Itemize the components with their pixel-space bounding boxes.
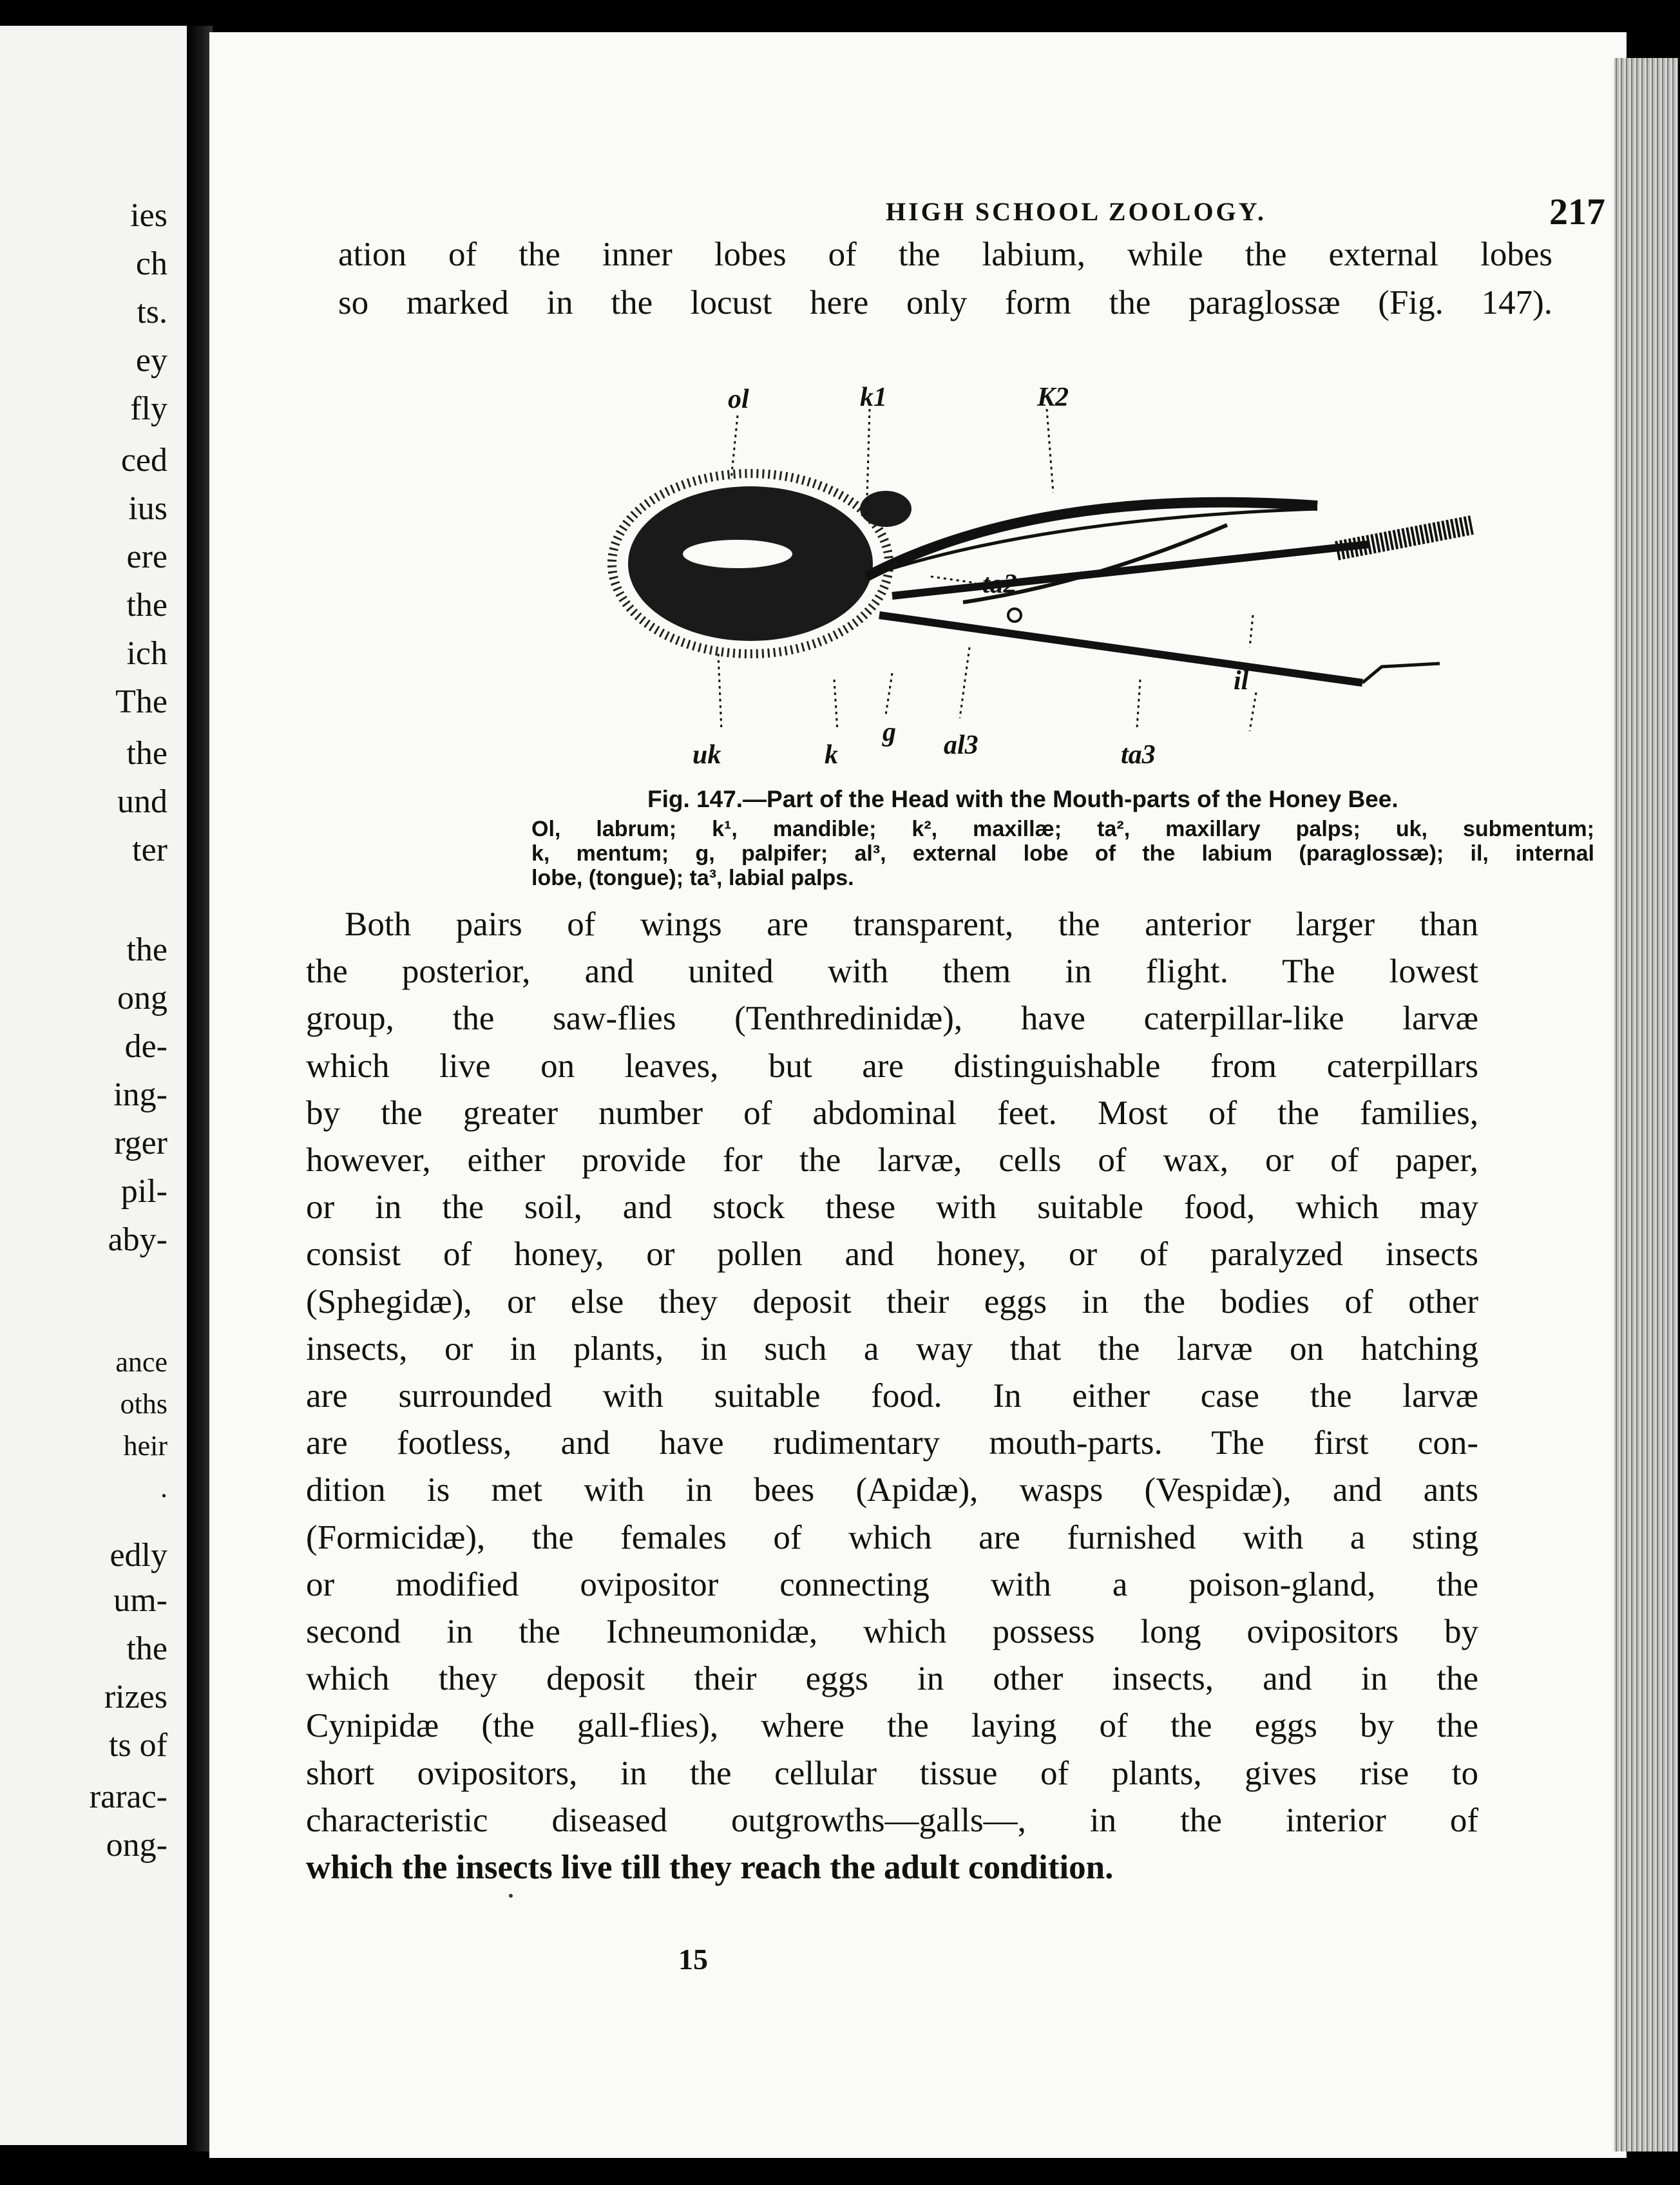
figure-legend-line: Ol, labrum; k¹, mandible; k², maxillæ; ta², maxillary palps; uk, submentum; (531, 817, 1594, 841)
body-text-line: (Formicidæ), the females of which are furnished with a sting (306, 1519, 1478, 1556)
body-text-line: Both pairs of wings are transparent, the anterior larger than (345, 906, 1478, 943)
figure-label: k1 (860, 383, 887, 412)
left-page-text-fragment: ies (130, 197, 167, 234)
left-page-text-fragment: The (115, 683, 167, 720)
mouthparts-drawing (866, 502, 1472, 683)
figure-caption: Fig. 147.—Part of the Head with the Mouth-parts of the Honey Bee. (647, 786, 1398, 812)
book-gutter (187, 26, 213, 2152)
figure-label: K2 (1037, 383, 1069, 412)
figure-label: ol (728, 385, 749, 414)
left-page-text-fragment: ced (120, 442, 167, 479)
body-text-line: dition is met with in bees (Apidæ), wasps (Vespidæ), and ants (306, 1471, 1478, 1509)
body-text-line: group, the saw-flies (Tenthredinidæ), have caterpillar-like larvæ (306, 1000, 1478, 1037)
left-page-text-fragment: the (126, 587, 167, 624)
left-page-text-fragment: ius (128, 490, 167, 527)
left-page-text-fragment: the (126, 931, 167, 968)
left-page-text-fragment: ong (117, 980, 167, 1016)
left-page-text-fragment: und (117, 783, 167, 820)
left-page-text-fragment: ance (115, 1346, 167, 1378)
left-page-text-fragment: um- (113, 1582, 167, 1619)
figure-label: il (1234, 666, 1249, 696)
intro-line: ation of the inner lobes of the labium, while the external lobes (338, 236, 1552, 273)
running-title: HIGH SCHOOL ZOOLOGY. (886, 197, 1266, 226)
page-number: 217 (1549, 191, 1605, 233)
body-text-line: short ovipositors, in the cellular tissue of plants, gives rise to (306, 1755, 1478, 1792)
figure-legend-line: k, mentum; g, palpifer; al³, external lobe of the labium (paraglossæ); il, internal (531, 841, 1594, 866)
left-facing-page (0, 26, 187, 2145)
left-page-text-fragment: fly (130, 390, 167, 427)
body-text-line: by the greater number of abdominal feet. Most of the families, (306, 1094, 1478, 1132)
figure-label: ta3 (1121, 740, 1156, 770)
left-page-text-fragment: ts of (109, 1727, 167, 1764)
left-page-text-fragment: ing- (113, 1076, 167, 1113)
left-page-text-fragment: edly (110, 1537, 167, 1574)
left-page-text-fragment: ere (126, 539, 167, 575)
signature-mark: 15 (678, 1943, 708, 1976)
left-page-text-fragment: rarac- (89, 1779, 167, 1815)
left-page-text-fragment: pil- (120, 1173, 167, 1210)
left-page-text-fragment: rizes (104, 1679, 167, 1715)
intro-line: so marked in the locust here only form the paraglossæ (Fig. 147). (338, 284, 1552, 321)
left-page-text-fragment: ich (126, 635, 167, 672)
body-text-line: which the insects live till they reach the adult condition. (306, 1849, 1114, 1886)
body-text-line: Cynipidæ (the gall-flies), where the laying of the eggs by the (306, 1707, 1478, 1744)
body-text-line: insects, or in plants, in such a way that the larvæ on hatching (306, 1330, 1478, 1368)
left-page-text-fragment: ch (135, 245, 167, 282)
honey-bee-mouthparts-illustration (589, 370, 1530, 783)
body-text-line: characteristic diseased outgrowths—galls—, in the interior of (306, 1802, 1478, 1839)
ink-speck (509, 1894, 513, 1898)
left-page-text-fragment: the (126, 735, 167, 772)
body-text-line: or modified ovipositor connecting with a poison-gland, the (306, 1566, 1478, 1603)
body-text-line: the posterior, and united with them in flight. The lowest (306, 953, 1478, 990)
left-page-text-fragment: rger (114, 1125, 167, 1161)
body-text-line: second in the Ichneumonidæ, which possess long ovipositors by (306, 1613, 1478, 1650)
left-page-text-fragment: oths (120, 1388, 167, 1420)
left-page-text-fragment: ter (132, 832, 167, 868)
body-text-line: or in the soil, and stock these with suitable food, which may (306, 1188, 1478, 1226)
left-page-text-fragment: the (126, 1630, 167, 1667)
figure-label: g (883, 718, 896, 747)
figure-label: al3 (944, 730, 978, 760)
figure-label: uk (692, 740, 721, 770)
left-page-text-fragment: ong- (106, 1827, 167, 1864)
left-page-text-fragment: . (160, 1472, 167, 1503)
body-text-line: consist of honey, or pollen and honey, or of paralyzed insects (306, 1236, 1478, 1273)
left-page-text-fragment: ey (135, 342, 167, 379)
page-edges-stack (1614, 58, 1678, 2152)
body-text-line: however, either provide for the larvæ, cells of wax, or of paper, (306, 1141, 1478, 1179)
left-page-text-fragment: ts. (137, 294, 167, 330)
figure-label: ta2 (982, 569, 1017, 599)
left-page-text-fragment: heir (123, 1430, 167, 1462)
body-text-line: which live on leaves, but are distinguishable from caterpillars (306, 1047, 1478, 1085)
body-text-line: are footless, and have rudimentary mouth-parts. The first con- (306, 1424, 1478, 1462)
figure-label: k (825, 740, 838, 770)
figure-legend-line: lobe, (tongue); ta³, labial palps. (531, 866, 854, 890)
body-text-line: (Sphegidæ), or else they deposit their eggs in the bodies of other (306, 1283, 1478, 1321)
left-page-text-fragment: de- (124, 1028, 167, 1065)
main-page (209, 32, 1627, 2158)
body-text-line: are surrounded with suitable food. In either case the larvæ (306, 1377, 1478, 1415)
left-page-text-fragment: aby- (108, 1221, 167, 1258)
body-text-line: which they deposit their eggs in other insects, and in the (306, 1660, 1478, 1697)
